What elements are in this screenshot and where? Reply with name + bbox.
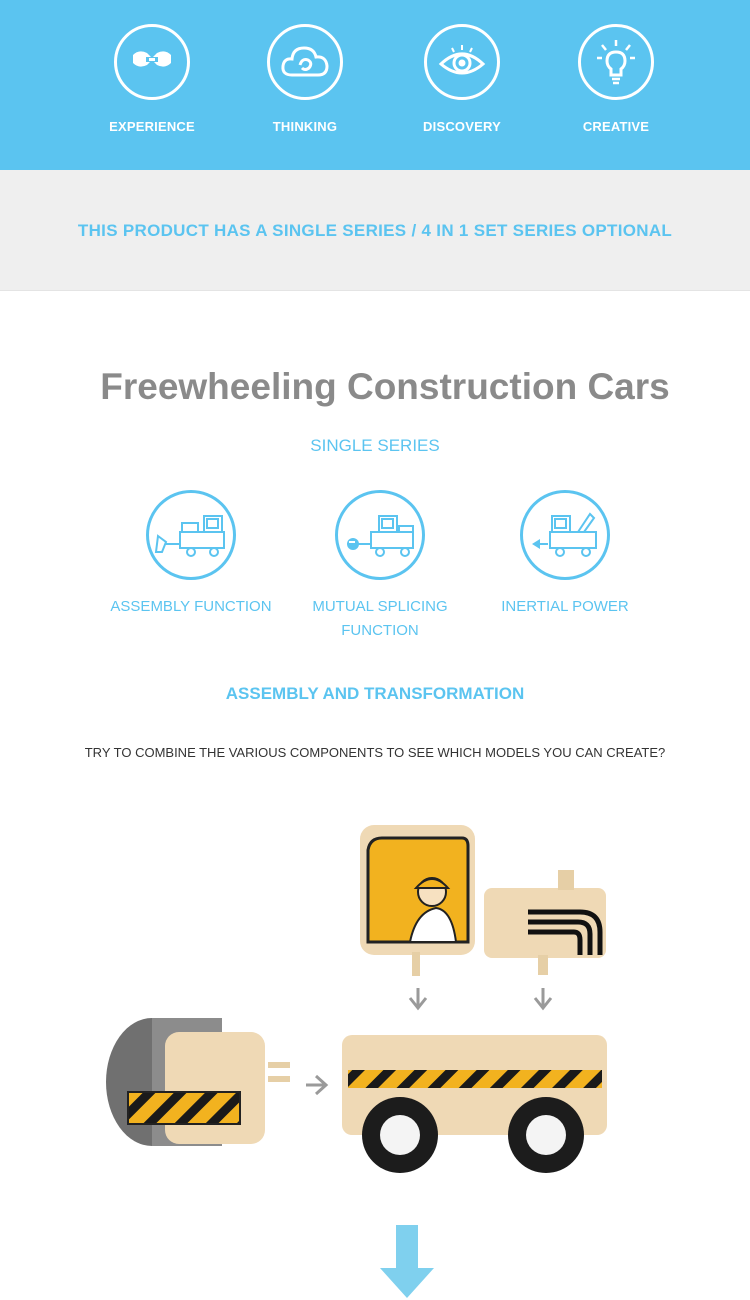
section-heading: ASSEMBLY AND TRANSFORMATION [225, 684, 525, 703]
arrow-down-icon [535, 988, 551, 1008]
function-label-line2: FUNCTION [341, 622, 419, 639]
cloud-icon [267, 24, 343, 100]
feature-experience [77, 24, 227, 134]
product-title: Freewheeling Construction Cars [100, 366, 670, 407]
feature-label: EXPERIENCE [109, 119, 195, 134]
instruction-text: TRY TO COMBINE THE VARIOUS COMPONENTS TO SEE WHICH MODELS YOU CAN CREATE? [84, 745, 666, 760]
handshake-icon [114, 24, 190, 100]
series-notice-band [0, 170, 750, 291]
function-assembly [96, 490, 286, 619]
chassis-component [342, 1035, 607, 1173]
bulldozer-truck-icon [146, 490, 236, 580]
function-inertial-power [470, 490, 660, 619]
function-label: ASSEMBLY FUNCTION [110, 598, 272, 615]
assembly-illustration [0, 800, 750, 1300]
function-label: INERTIAL POWER [501, 598, 629, 615]
feature-thinking [230, 24, 380, 134]
engine-component [484, 870, 606, 975]
feature-banner [0, 0, 750, 170]
series-label: SINGLE SERIES [310, 436, 440, 455]
feature-creative [541, 24, 691, 134]
function-mutual-splicing [285, 490, 475, 643]
crane-truck-icon [520, 490, 610, 580]
roller-component [106, 1018, 290, 1146]
eye-icon [424, 24, 500, 100]
large-arrow-down-icon [380, 1225, 434, 1298]
arrow-right-icon [306, 1076, 326, 1094]
lightbulb-icon [578, 24, 654, 100]
feature-label: CREATIVE [582, 119, 650, 134]
cab-component [360, 825, 475, 976]
function-label: MUTUAL SPLICING [312, 598, 448, 615]
series-notice: THIS PRODUCT HAS A SINGLE SERIES / 4 IN 1 SET SERIES OPTIONAL [77, 221, 673, 240]
feature-label: THINKING [272, 119, 338, 134]
feature-label: DISCOVERY [423, 119, 501, 134]
arrow-down-icon [410, 988, 426, 1008]
feature-discovery [387, 24, 537, 134]
hook-truck-icon [335, 490, 425, 580]
